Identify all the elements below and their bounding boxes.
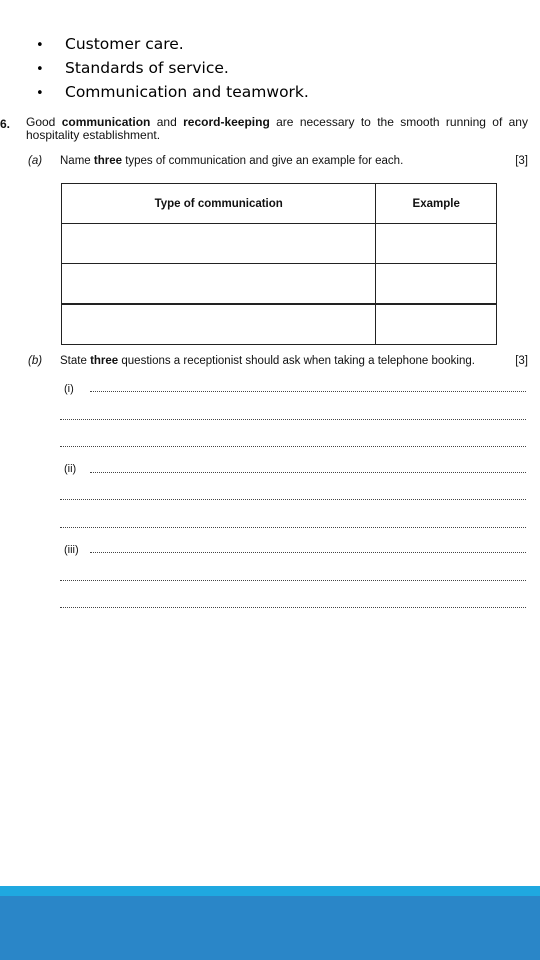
question-intro-part: are necessary to the smooth running of any hospitality establishment.: [26, 115, 528, 142]
answer-cell[interactable]: [376, 264, 497, 305]
bullet-text: Customer care.: [65, 35, 184, 53]
part-a-prompt-text: types of communication and give an example for each.: [122, 155, 404, 167]
answer-label-iii: (iii): [64, 544, 79, 556]
footer-band: [0, 896, 540, 960]
bullet-item: [36, 56, 309, 80]
answer-line[interactable]: [90, 391, 526, 392]
answer-label-i: (i): [64, 383, 74, 395]
bullet-text: Standards of service.: [65, 59, 229, 77]
question-intro-part: and: [150, 115, 184, 129]
answer-line[interactable]: [60, 419, 526, 420]
part-a-marks: [3]: [515, 155, 528, 167]
bullet-icon: •: [36, 86, 44, 101]
bullet-item: [36, 80, 309, 104]
answer-cell[interactable]: [62, 304, 376, 345]
table-row: [62, 304, 497, 345]
table-row: [62, 264, 497, 305]
part-b-prompt-text: questions a receptionist should ask when taking a telephone booking.: [118, 355, 475, 367]
answer-line[interactable]: [60, 499, 526, 500]
bullet-icon: •: [36, 38, 44, 53]
answer-line[interactable]: [60, 446, 526, 447]
part-a-prompt: [60, 155, 403, 167]
part-b-label: (b): [28, 355, 43, 367]
answer-cell[interactable]: [62, 264, 376, 305]
part-b-prompt: [60, 355, 475, 367]
part-b-keyword: three: [90, 355, 119, 367]
answer-cell[interactable]: [62, 224, 376, 264]
answer-cell[interactable]: [376, 304, 497, 345]
column-header-type: Type of communication: [62, 184, 376, 224]
bullet-list: [36, 32, 309, 104]
communication-table: [61, 183, 497, 345]
question-keyword: communication: [61, 115, 151, 129]
table-row: [62, 224, 497, 264]
answer-line[interactable]: [60, 607, 526, 608]
footer-band-accent: [0, 886, 540, 896]
answer-label-ii: (ii): [64, 463, 77, 475]
part-b-marks: [3]: [515, 355, 528, 367]
bullet-icon: •: [36, 62, 44, 77]
question-intro: [26, 116, 528, 142]
bullet-text: Communication and teamwork.: [65, 83, 309, 101]
answer-line[interactable]: [90, 472, 526, 473]
question-keyword: record-keeping: [183, 115, 270, 129]
part-a-label: (a): [28, 155, 43, 167]
part-a-keyword: three: [93, 155, 122, 167]
answer-line[interactable]: [60, 527, 526, 528]
answer-cell[interactable]: [376, 224, 497, 264]
part-a-prompt-text: Name: [60, 155, 94, 167]
question-number: 6.: [0, 117, 11, 131]
part-b-prompt-text: State: [60, 355, 91, 367]
table-header-row: [62, 184, 497, 224]
answer-line[interactable]: [90, 552, 526, 553]
bullet-item: [36, 32, 309, 56]
question-intro-part: Good: [26, 115, 62, 129]
answer-line[interactable]: [60, 580, 526, 581]
column-header-example: Example: [376, 184, 497, 224]
